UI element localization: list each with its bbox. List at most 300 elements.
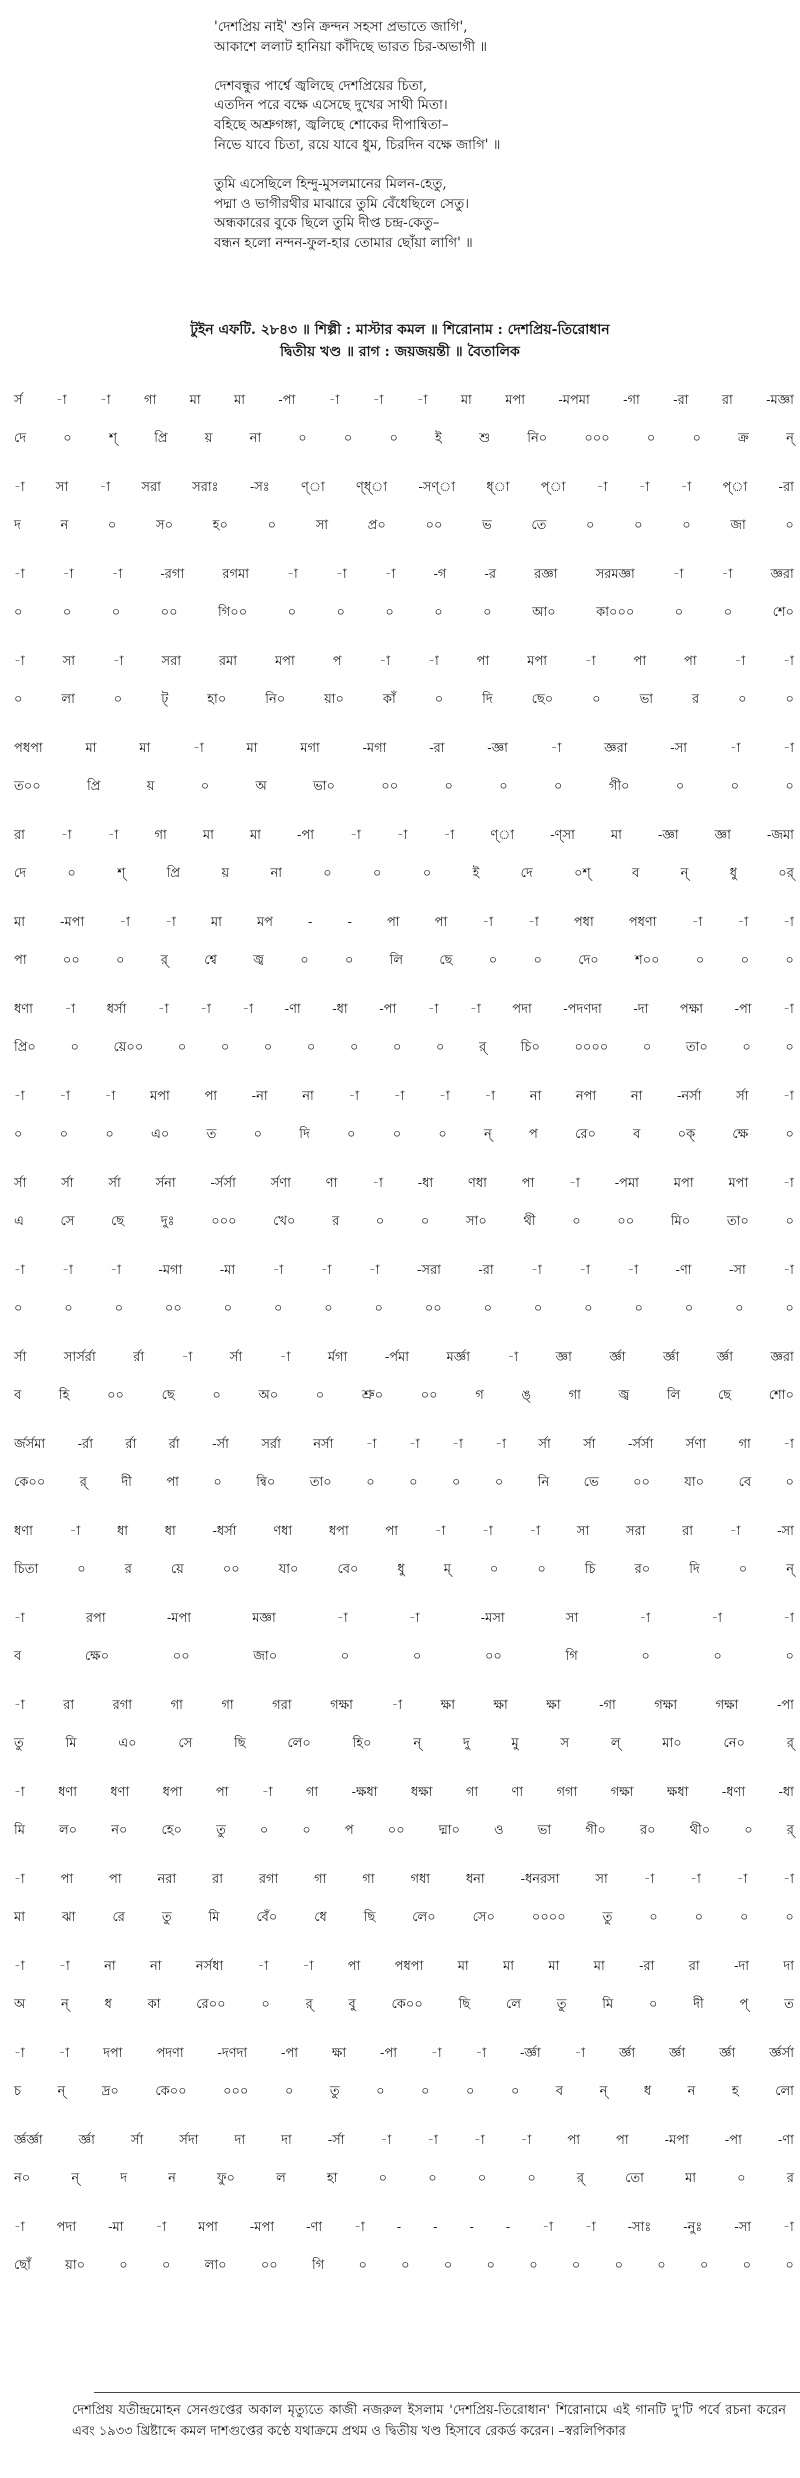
lyric-syllable: রে: [112, 1910, 125, 1925]
lyric-syllable: বে: [738, 1475, 752, 1490]
poem-line: পদ্মা ও ভাগীরথীর মাঝারে তুমি বেঁধেছিলে সেতু।: [214, 195, 470, 212]
lyric-syllable: ০: [323, 866, 332, 881]
lyric-syllable: ব: [14, 1388, 22, 1403]
swara-token: -া: [639, 1611, 651, 1626]
swara-token: রা: [721, 393, 733, 408]
lyric-syllable: প্রি: [154, 431, 168, 446]
swara-token: -: [396, 2220, 402, 2235]
swara-row: [14, 565, 794, 585]
swara-token: -া: [434, 1524, 446, 1539]
lyric-syllable: ০: [489, 1562, 499, 1577]
lyric-syllable: য়া০: [324, 692, 344, 707]
swara-token: র্জর্সমা: [14, 1437, 46, 1452]
lyric-syllable: মা: [685, 2171, 697, 2186]
lyric-syllable: বে০: [337, 1562, 359, 1577]
swara-token: -া: [372, 393, 384, 408]
lyric-syllable: ০: [273, 1301, 283, 1316]
lyric-syllable: র: [124, 1562, 132, 1577]
notation-block: [14, 1609, 794, 1690]
lyric-syllable: ০: [451, 1475, 461, 1490]
lyric-syllable: অ: [14, 1997, 26, 2012]
lyric-syllable: ব: [632, 866, 640, 881]
swara-token: মজ্ঞা: [252, 1611, 276, 1626]
lyric-syllable: দে: [14, 431, 27, 446]
lyric-syllable: জ্ব: [618, 1388, 630, 1403]
swara-token: রগা: [112, 1698, 133, 1713]
lyric-syllable: ০০: [381, 779, 399, 794]
lyric-syllable: তু: [602, 1910, 613, 1925]
swara-token: র্সা: [108, 1176, 121, 1191]
notation-block: [14, 1261, 794, 1342]
swara-token: র্জ্ঞা: [609, 1350, 626, 1365]
swara-token: -া: [574, 2046, 586, 2061]
lyric-syllable: লা০: [204, 2258, 227, 2273]
lyric-syllable: ০র্: [778, 866, 794, 881]
lyric-syllable: ০: [785, 779, 794, 794]
swara-token: র্সা: [736, 1089, 749, 1104]
lyric-syllable: নি: [537, 1475, 550, 1490]
notation-block: [14, 391, 794, 472]
swara-token: -পমা: [614, 1176, 639, 1191]
swara-token: পা: [385, 1524, 399, 1539]
swara-token: -া: [99, 393, 111, 408]
swara-row: [14, 1957, 794, 1977]
lyric-syllable: সে: [60, 1214, 75, 1229]
poem-stanza: [214, 77, 774, 156]
lyric-syllable: ব: [14, 1649, 22, 1664]
swara-token: -া: [354, 2220, 365, 2235]
swara-token: ধর্সা: [106, 1002, 127, 1017]
swara-token: -া: [62, 1263, 73, 1278]
swara-token: -া: [584, 654, 596, 669]
swara-row: [14, 478, 794, 498]
swara-token: রমা: [218, 654, 238, 669]
lyric-syllable: কা: [147, 1997, 161, 2012]
swara-token: -া: [734, 654, 746, 669]
lyric-syllable: ০: [444, 779, 453, 794]
lyric-syllable: ল: [276, 2171, 286, 2186]
lyric-syllable: চিতা: [14, 1562, 39, 1577]
lyric-syllable: ন্: [786, 1562, 794, 1577]
swara-token: পা: [616, 2133, 629, 2148]
lyric-syllable: অ০: [258, 1388, 279, 1403]
lyric-syllable: ০: [554, 779, 563, 794]
notation-block: [14, 1087, 794, 1168]
swara-token: মা: [460, 393, 472, 408]
lyric-row: [14, 1386, 794, 1406]
lyric-syllable: ধু: [729, 866, 737, 881]
lyric-syllable: ০: [694, 1910, 704, 1925]
swara-row: [14, 1696, 794, 1716]
swara-token: -া: [107, 828, 119, 843]
lyric-syllable: ছে: [439, 953, 453, 968]
lyric-syllable: ০: [62, 605, 72, 620]
lyric-syllable: ০: [785, 1214, 794, 1229]
swara-token: ণা: [325, 1176, 338, 1191]
swara-token: মপা: [527, 654, 547, 669]
swara-token: -া: [783, 1176, 794, 1191]
swara-token: -া: [320, 1263, 332, 1278]
lyric-syllable: ০: [785, 1301, 794, 1316]
swara-token: মা: [210, 915, 222, 930]
lyric-syllable: হ: [731, 2084, 739, 2099]
swara-token: র্জ্ঞা: [78, 2133, 95, 2148]
swara-token: মা: [139, 741, 151, 756]
notation-block: [14, 826, 794, 907]
swara-token: -া: [711, 1611, 723, 1626]
lyric-row: [14, 777, 794, 797]
swara-token: র্রা: [133, 1350, 145, 1365]
swara-token: রা: [63, 1698, 75, 1713]
swara-token: পদা: [512, 1002, 532, 1017]
swara-token: -া: [638, 480, 650, 495]
lyric-syllable: ০: [421, 2084, 430, 2099]
swara-token: মপা: [198, 2220, 218, 2235]
lyric-syllable: তু: [216, 1823, 226, 1838]
lyric-syllable: ০: [529, 2258, 538, 2273]
swara-token: -া: [287, 567, 298, 582]
swara-token: ণ্ধ্া: [356, 480, 388, 495]
swara-token: গক্ষা: [654, 1698, 678, 1713]
lyric-syllable: ০: [572, 1214, 581, 1229]
lyric-syllable: ছোঁ: [14, 2258, 31, 2273]
lyric-syllable: ০: [785, 2258, 794, 2273]
lyric-syllable: ০০: [107, 1388, 124, 1403]
lyric-syllable: লে০: [412, 1910, 436, 1925]
swara-token: র্সা: [14, 1176, 27, 1191]
lyric-syllable: স: [560, 1736, 570, 1751]
swara-token: মা: [246, 741, 258, 756]
lyric-syllable: ০: [699, 2258, 709, 2273]
swara-token: ধনা: [465, 1872, 485, 1887]
lyric-syllable: নি০: [527, 431, 548, 446]
swara-token: -া: [470, 1002, 481, 1017]
lyric-syllable: ০: [435, 1040, 445, 1055]
swara-token: -া: [368, 1263, 380, 1278]
lyric-syllable: শ্রু০: [361, 1388, 384, 1403]
swara-token: -রা: [429, 741, 445, 756]
swara-token: র্রা: [125, 1437, 137, 1452]
swara-token: ক্ষধা: [666, 1785, 689, 1800]
swara-token: -র্সর্সা: [210, 1176, 236, 1191]
swara-token: -রা: [639, 1959, 655, 1974]
lyric-syllable: র০: [634, 1562, 651, 1577]
swara-row: [14, 1870, 794, 1890]
lyric-syllable: ০০০: [223, 2084, 249, 2099]
swara-token: -সা: [777, 1524, 794, 1539]
swara-token: -া: [729, 1524, 741, 1539]
swara-token: গা: [738, 1437, 751, 1452]
lyric-syllable: ০০: [617, 1214, 635, 1229]
lyric-syllable: ০: [692, 431, 701, 446]
swara-token: -া: [428, 654, 439, 669]
swara-token: -জ্ঞা: [487, 741, 508, 756]
swara-token: -মপা: [166, 1611, 192, 1626]
notation-block: [14, 652, 794, 733]
lyric-syllable: মা: [14, 1910, 25, 1925]
lyric-syllable: ০: [213, 1475, 222, 1490]
swara-token: রা: [688, 1959, 700, 1974]
swara-token: -া: [157, 1002, 169, 1017]
lyric-syllable: ন্: [413, 1736, 422, 1751]
lyric-syllable: থী: [523, 1214, 536, 1229]
lyric-syllable: ভা: [639, 692, 654, 707]
lyric-syllable: স০: [155, 518, 174, 533]
swara-token: র্সা: [583, 1437, 596, 1452]
swara-token: পা: [684, 654, 697, 669]
swara-token: পা: [633, 654, 647, 669]
swara-token: -া: [272, 1263, 284, 1278]
lyric-syllable: ০: [494, 1475, 504, 1490]
swara-token: পা: [567, 2133, 580, 2148]
swara-token: প: [332, 654, 342, 669]
lyric-syllable: কে০০: [391, 1997, 423, 2012]
swara-token: -া: [643, 1872, 655, 1887]
swara-token: -া: [783, 741, 794, 756]
swara-token: -সঃ: [249, 480, 270, 495]
lyric-syllable: ঝা: [61, 1910, 76, 1925]
swara-token: ধপা: [328, 1524, 349, 1539]
lyric-syllable: ছে: [161, 1388, 175, 1403]
lyric-syllable: কে০০: [155, 2084, 187, 2099]
swara-token: প্া: [540, 480, 566, 495]
lyric-syllable: ফু০: [217, 2171, 235, 2186]
lyric-syllable: ই: [472, 866, 480, 881]
lyric-syllable: লা: [61, 692, 75, 707]
lyric-syllable: ব: [633, 1127, 641, 1142]
lyric-syllable: ০: [64, 1301, 73, 1316]
lyric-syllable: ছি: [234, 1736, 246, 1751]
lyric-syllable: এ০: [151, 1127, 170, 1142]
notation-block: [14, 1435, 794, 1516]
lyric-syllable: ০: [730, 779, 740, 794]
swara-token: -ধর্সা: [212, 1524, 237, 1539]
lyric-syllable: ছি: [363, 1910, 376, 1925]
lyric-syllable: মি: [208, 1910, 220, 1925]
lyric-syllable: ০: [592, 692, 601, 707]
lyric-syllable: ০: [420, 1214, 430, 1229]
swara-token: -া: [783, 1002, 794, 1017]
swara-token: র্সা: [229, 1350, 243, 1365]
swara-token: -া: [396, 828, 408, 843]
lyric-row: [14, 690, 794, 710]
swara-token: -র্সা: [327, 2133, 345, 2148]
lyric-syllable: ০: [349, 1040, 359, 1055]
swara-token: মপা: [673, 1176, 694, 1191]
lyric-syllable: ০: [376, 2084, 385, 2099]
swara-token: -পা: [297, 828, 314, 843]
swara-token: -র্সা: [212, 1437, 229, 1452]
swara-token: নর্সা: [313, 1437, 334, 1452]
swara-token: -া: [14, 1698, 25, 1713]
lyric-syllable: তে: [531, 518, 547, 533]
swara-token: র্জ্ঞর্সা: [769, 2046, 794, 2061]
swara-token: -পা: [724, 2133, 742, 2148]
lyric-syllable: ভা: [537, 1823, 552, 1838]
swara-token: দা: [234, 2133, 246, 2148]
lyric-syllable: রে০০: [196, 1997, 226, 2012]
swara-token: -া: [783, 1437, 794, 1452]
lyric-syllable: ০: [284, 2084, 294, 2099]
swara-token: -মপা: [664, 2133, 689, 2148]
lyric-syllable: ন: [60, 518, 69, 533]
swara-token: -ণা: [777, 2133, 794, 2148]
lyric-syllable: প্রি: [86, 779, 101, 794]
swara-token: ণা: [511, 1785, 524, 1800]
notation-block: [14, 739, 794, 820]
lyric-syllable: ০: [586, 518, 595, 533]
swara-token: গা: [465, 1785, 479, 1800]
swara-token: র্সদা: [179, 2133, 199, 2148]
swara-token: -পা: [734, 1002, 752, 1017]
notation-block: [14, 1696, 794, 1777]
lyric-syllable: দি: [299, 1127, 310, 1142]
swara-token: র্সনা: [155, 1176, 176, 1191]
lyric-syllable: ন্বি০: [256, 1475, 276, 1490]
swara-token: না: [149, 1959, 162, 1974]
swara-token: -া: [335, 567, 347, 582]
swara-token: -া: [155, 2220, 167, 2235]
swara-token: মপা: [274, 654, 295, 669]
swara-token: জ্ঞরা: [770, 567, 794, 582]
swara-token: -া: [584, 2220, 596, 2235]
swara-token: পধণা: [628, 915, 657, 930]
swara-token: -া: [550, 741, 562, 756]
lyric-syllable: ০: [785, 518, 794, 533]
swara-row: [14, 1087, 794, 1107]
swara-token: -রা: [778, 480, 794, 495]
swara-token: -া: [783, 654, 794, 669]
swara-token: ণধা: [468, 1176, 487, 1191]
lyric-syllable: ০: [740, 1910, 749, 1925]
lyric-syllable: ০: [412, 1649, 422, 1664]
swara-token: ধণা: [14, 1524, 33, 1539]
swara-token: -জ্ঞা: [657, 828, 679, 843]
lyric-syllable: ০: [527, 2171, 536, 2186]
swara-row: [14, 1522, 794, 1542]
swara-token: -া: [783, 1872, 794, 1887]
swara-token: -া: [59, 1089, 71, 1104]
lyric-syllable: ০০: [260, 2258, 278, 2273]
swara-token: সর্রা: [261, 1437, 281, 1452]
lyric-syllable: গী০: [585, 1823, 606, 1838]
swara-token: পা: [204, 1089, 218, 1104]
swara-token: পা: [434, 915, 448, 930]
swara-token: -া: [181, 1350, 193, 1365]
lyric-syllable: ট্: [161, 692, 169, 707]
lyric-syllable: তু: [161, 1910, 172, 1925]
lyric-syllable: ন্: [599, 2084, 608, 2099]
swara-token: দা: [783, 1959, 794, 1974]
swara-token: -া: [721, 567, 733, 582]
swara-token: জ্ঞা: [714, 828, 731, 843]
lyric-syllable: হি: [58, 1388, 70, 1403]
lyric-syllable: কাঁ: [382, 692, 396, 707]
lyric-syllable: তা০: [726, 1214, 749, 1229]
lyric-syllable: রে০: [575, 1127, 596, 1142]
swara-token: রা: [212, 1872, 223, 1887]
lyric-syllable: বু: [348, 1997, 356, 2012]
swara-token: -া: [14, 480, 25, 495]
lyric-syllable: ধ: [643, 2084, 652, 2099]
lyric-syllable: লি: [389, 953, 404, 968]
lyric-syllable: ন্: [484, 1127, 492, 1142]
swara-token: -গা: [599, 1698, 616, 1713]
lyric-syllable: দ্মা০: [438, 1823, 460, 1838]
swara-token: -সা: [734, 2220, 752, 2235]
swara-token: র্সণা: [685, 1437, 707, 1452]
lyric-row: [14, 2169, 794, 2189]
swara-token: র্জ্ঞা: [663, 1350, 680, 1365]
swara-token: মপ: [256, 915, 273, 930]
lyric-syllable: এ: [14, 1214, 24, 1229]
lyric-syllable: ০: [302, 1823, 311, 1838]
swara-token: -া: [336, 1611, 348, 1626]
swara-token: -সাঃ: [627, 2220, 652, 2235]
swara-token: না: [529, 1089, 542, 1104]
lyric-row: [14, 1821, 794, 1841]
lyric-row: [14, 951, 794, 971]
swara-token: -া: [672, 567, 684, 582]
lyric-syllable: ০: [119, 2258, 128, 2273]
swara-token: -: [347, 915, 352, 930]
notation-block: [14, 1174, 794, 1255]
swara-row: [14, 652, 794, 672]
swara-token: -া: [55, 393, 67, 408]
lyric-syllable: ০: [67, 866, 76, 881]
notation-block: [14, 1783, 794, 1864]
lyric-syllable: ন্: [57, 2084, 66, 2099]
lyric-syllable: ০: [385, 605, 394, 620]
lyric-row: [14, 603, 794, 623]
lyric-syllable: ০: [253, 1127, 263, 1142]
swara-token: -া: [484, 1089, 496, 1104]
swara-token: -ধনরসা: [520, 1872, 560, 1887]
swara-token: -গ: [433, 567, 447, 582]
lyric-syllable: গি: [311, 2258, 325, 2273]
lyric-syllable: শু: [478, 431, 491, 446]
swara-token: -া: [443, 828, 455, 843]
lyric-syllable: ০০: [424, 1301, 442, 1316]
lyric-syllable: ক্র: [738, 431, 749, 446]
swara-token: সরমজ্ঞা: [595, 567, 635, 582]
swara-token: গা: [314, 1872, 327, 1887]
lyric-syllable: ও: [494, 1823, 504, 1838]
swara-token: -া: [261, 1785, 273, 1800]
lyric-syllable: নে০: [723, 1736, 745, 1751]
swara-token: -া: [384, 567, 396, 582]
lyric-syllable: গ: [475, 1388, 484, 1403]
lyric-syllable: হি০: [352, 1736, 372, 1751]
lyric-row: [14, 1038, 794, 1058]
swara-token: গা: [170, 1698, 183, 1713]
swara-token: -া: [14, 2046, 25, 2061]
lyric-syllable: ০: [674, 605, 684, 620]
lyric-syllable: ০: [744, 1823, 753, 1838]
swara-token: -জমা: [766, 828, 794, 843]
lyric-syllable: প্: [739, 1997, 749, 2012]
swara-token: জ্ঞা: [555, 1350, 572, 1365]
lyric-row: [14, 429, 794, 449]
swara-token: -নুঃ: [683, 2220, 703, 2235]
lyric-syllable: আ০: [532, 605, 556, 620]
lyric-syllable: ০: [486, 2258, 495, 2273]
lyric-syllable: ০: [161, 2258, 171, 2273]
swara-row: [14, 2131, 794, 2151]
swara-token: র্সা: [130, 2133, 144, 2148]
swara-token: গরা: [272, 1698, 292, 1713]
lyric-syllable: ০: [738, 1562, 748, 1577]
